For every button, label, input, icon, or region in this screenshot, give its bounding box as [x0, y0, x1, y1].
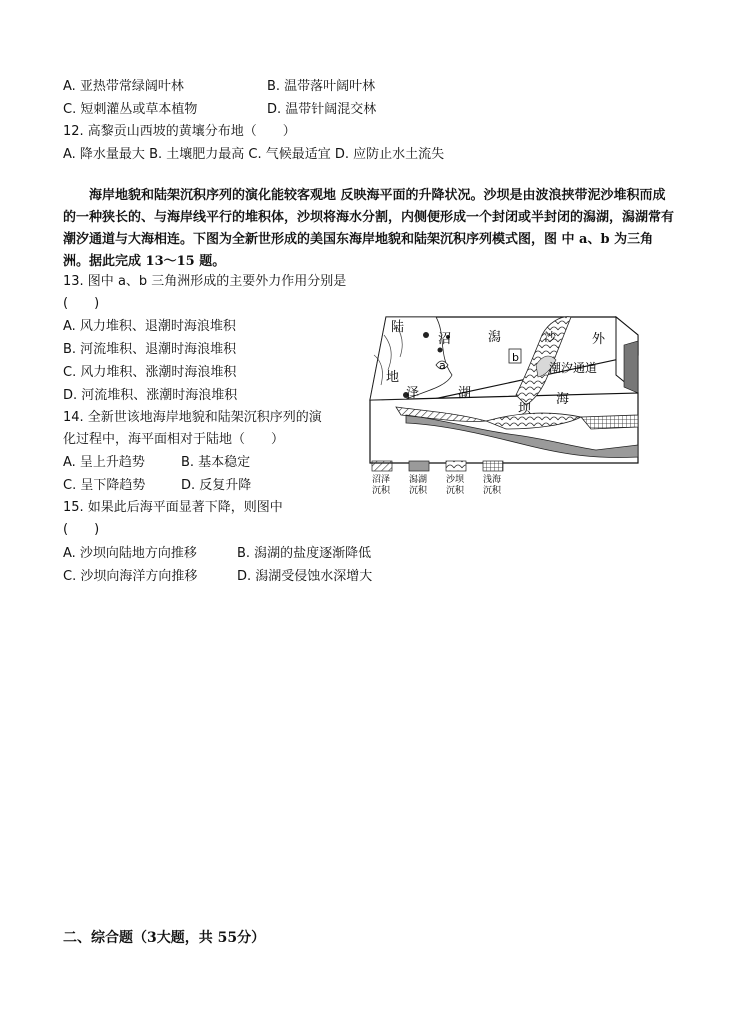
label-lu: 陆	[391, 320, 405, 335]
q14-options-row-2	[63, 477, 251, 495]
shallow-sea-sediment-layer	[581, 415, 638, 429]
label-tidal-channel: 潮汐通道	[549, 361, 598, 375]
legend-swatch-lagoon	[409, 461, 429, 471]
q15-option-b: B. 潟湖的盐度逐渐降低	[237, 546, 372, 561]
label-hai: 海	[556, 392, 570, 407]
q11-option-d: D. 温带针阔混交林	[267, 102, 377, 117]
coastal-landform-diagram	[366, 295, 644, 500]
label-ba: 坝	[518, 402, 532, 417]
q14-option-b: B. 基本稳定	[181, 455, 251, 470]
label-a: a	[439, 359, 446, 372]
legend-sandbar-l2: 沉积	[446, 486, 465, 496]
q15-stem: 15. 如果此后海平面显著下降，则图中	[63, 500, 283, 515]
q12-option-b: B. 土壤肥力最高	[149, 147, 245, 162]
q15-options-row-1	[63, 545, 371, 563]
q13-stem-bracket: ( )	[63, 296, 100, 311]
q11-option-b: B. 温带落叶阔叶林	[267, 79, 376, 94]
q13-option-d: D. 河流堆积、涨潮时海浪堆积	[63, 388, 238, 403]
q15-option-c: C. 沙坝向海洋方向推移	[63, 569, 198, 584]
label-xi: 潟	[488, 330, 502, 345]
q14-options-row-1	[63, 454, 250, 472]
section-2-heading: 二、综合题（3大题，共 55分）	[63, 930, 266, 946]
right-face-strata	[624, 341, 638, 393]
q11-options-row-1	[63, 78, 375, 96]
q12-options	[63, 146, 444, 164]
q13-stem: 13. 图中 a、b 三角洲形成的主要外力作用分别是	[63, 274, 347, 289]
q13-option-a: A. 风力堆积、退潮时海浪堆积	[63, 319, 236, 334]
label-wai: 外	[592, 332, 606, 347]
q14-stem-cont: 化过程中，海平面相对于陆地（ ）	[63, 432, 285, 447]
q15-option-d: D. 潟湖受侵蚀水深增大	[237, 569, 373, 584]
q13-option-c: C. 风力堆积、涨潮时海浪堆积	[63, 365, 237, 380]
label-di: 地	[386, 370, 400, 385]
q13-option-b: B. 河流堆积、退潮时海浪堆积	[63, 342, 237, 357]
q11-options-row-2	[63, 101, 376, 119]
legend	[372, 461, 503, 496]
legend-shallow-l1: 浅海	[483, 475, 502, 485]
legend-sandbar-l1: 沙坝	[446, 475, 465, 485]
label-b: b	[512, 351, 519, 364]
legend-marsh-l1: 沼泽	[372, 475, 391, 485]
legend-shallow-l2: 沉积	[483, 486, 502, 496]
legend-swatch-shallow-sea	[483, 461, 503, 471]
q12-option-a: A. 降水量最大	[63, 147, 145, 162]
label-zhao: 沼	[438, 332, 452, 347]
q14-option-a: A. 呈上升趋势	[63, 455, 145, 470]
legend-lagoon-l2: 沉积	[409, 486, 428, 496]
legend-swatch-marsh	[372, 461, 392, 471]
q15-option-a: A. 沙坝向陆地方向推移	[63, 546, 197, 561]
q15-stem-bracket: ( )	[63, 522, 100, 537]
legend-swatch-sandbar	[446, 461, 466, 471]
q12-option-c: C. 气候最适宜	[248, 147, 331, 162]
label-sha: 沙	[544, 330, 557, 344]
legend-marsh-l2: 沉积	[372, 486, 391, 496]
q12-stem: 12. 高黎贡山西坡的黄壤分布地（ ）	[63, 124, 296, 139]
label-ze: 泽	[406, 386, 420, 401]
q12-option-d: D. 应防止水土流失	[334, 147, 445, 162]
q14-option-d: D. 反复升降	[181, 478, 252, 493]
legend-lagoon-l1: 潟湖	[409, 475, 428, 485]
q11-option-a: A. 亚热带常绿阔叶林	[63, 79, 184, 94]
reading-passage: 海岸地貌和陆架沉积序列的演化能较客观地 反映海平面的升降状况。沙坝是由波浪挟带泥沙堆积而成的一种狭长的、与海岸线平行的堆积体，沙坝将海水分割，内侧便形成一个封闭或半封闭的潟湖，潟湖常有潮汐通道与大海相连。下图为全新世形成的美国东海岸地貌和陆架沉积序列模式图，图 中 a、b 为三角洲。据此完成 13～15 题。	[63, 188, 675, 269]
q15-options-row-2	[63, 568, 372, 586]
q14-stem: 14. 全新世该地海岸地貌和陆架沉积序列的演	[63, 410, 322, 425]
label-hu: 湖	[458, 386, 472, 401]
q14-option-c: C. 呈下降趋势	[63, 478, 146, 493]
q11-option-c: C. 短刺灌丛或草本植物	[63, 102, 198, 117]
